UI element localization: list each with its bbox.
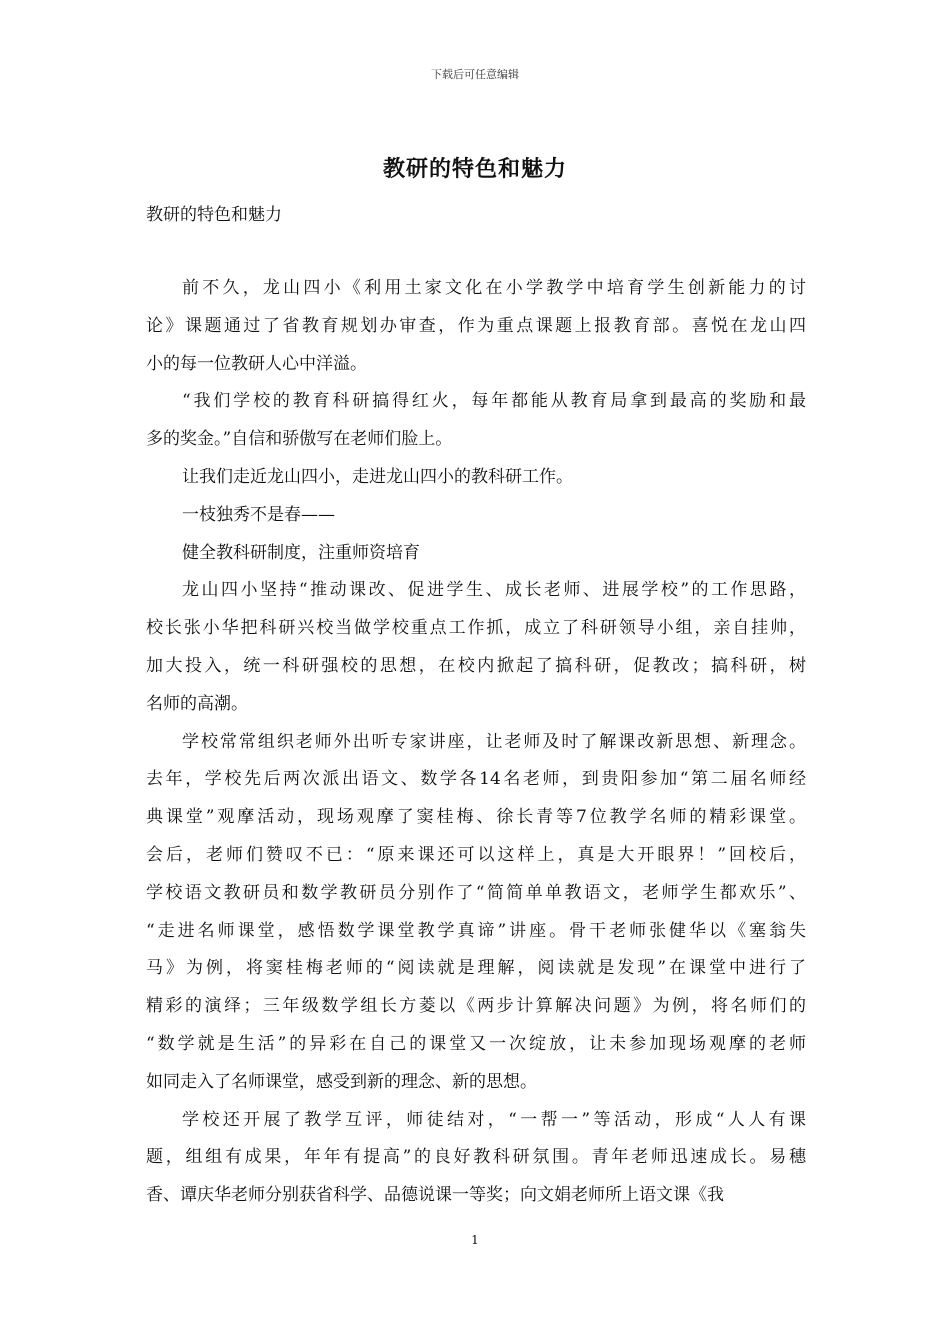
paragraph-line: 名师的高潮。 [146,693,248,714]
paragraph-line: 学校语文教研员和数学教研员分别作了“简简单单教语文，老师学生都欢乐”、 [146,882,806,903]
paragraph-line: 典课堂”观摩活动，现场观摩了窦桂梅、徐长青等7位教学名师的精彩课堂。 [146,807,806,828]
paragraph-line: 校长张小华把科研兴校当做学校重点工作抓，成立了科研领导小组，亲自挂帅， [146,618,806,639]
paragraph-line: 香、谭庆华老师分别获省科学、品德说课一等奖；向文娟老师所上语文课《我 [146,1185,724,1206]
paragraph-line: “数学就是生活”的异彩在自己的课堂又一次绽放，让未参加现场观摩的老师 [146,1033,806,1054]
paragraph-line: 学校还开展了教学互评，师徒结对，“一帮一”等活动，形成“人人有课 [182,1109,806,1130]
paragraph-line: 龙山四小坚持“推动课改、促进学生、成长老师、进展学校”的工作思路， [182,580,806,601]
paragraph-line: 学校常常组织老师外出听专家讲座，让老师及时了解课改新思想、新理念。 [182,731,806,752]
paragraph-line: 小的每一位教研人心中洋溢。 [146,353,367,374]
paragraph [146,724,806,1102]
paragraph-line: 健全教科研制度，注重师资培育 [182,542,420,563]
paragraph-line: 马》为例，将窦桂梅老师的“阅读就是理解，阅读就是发现”在课堂中进行了 [146,958,806,979]
paragraph [146,572,806,723]
document-title: 教研的特色和魅力 [382,156,567,182]
paragraph-line: 一枝独秀不是春—— [182,504,335,525]
paragraph-line: 题，组组有成果，年年有提高”的良好教科研氛围。青年老师迅速成长。易穗 [146,1147,806,1168]
paragraph-line: 多的奖金。”自信和骄傲写在老师们脸上。 [146,429,453,450]
paragraph-line: 去年，学校先后两次派出语文、数学各14名老师，到贵阳参加“第二届名师经 [146,769,806,790]
header-note: 下载后可任意编辑 [431,68,519,81]
paragraph [146,459,806,497]
paragraph [146,1102,806,1215]
paragraph-line: “我们学校的教育科研搞得红火，每年都能从教育局拿到最高的奖励和最 [182,391,806,412]
paragraph-line: 加大投入，统一科研强校的思想，在校内掀起了搞科研，促教改；搞科研，树 [146,655,806,676]
paragraph-line: 前不久，龙山四小《利用土家文化在小学教学中培育学生创新能力的讨 [182,278,806,298]
paragraph-line: 论》课题通过了省教育规划办审查，作为重点课题上报教育部。喜悦在龙山四 [146,315,806,336]
page-number: 1 [471,1233,479,1247]
paragraph-line: “走进名师课堂，感悟数学课堂教学真谛”讲座。骨干老师张健华以《塞翁失 [146,920,806,941]
paragraph [146,535,806,573]
paragraph [146,497,806,535]
paragraph [146,270,806,383]
paragraph-line: 精彩的演绎；三年级数学组长方菱以《两步计算解决问题》为例，将名师们的 [146,996,806,1017]
document-subtitle: 教研的特色和魅力 [146,205,282,225]
paragraph-line: 让我们走近龙山四小，走进龙山四小的教科研工作。 [182,466,573,487]
paragraph-line: 如同走入了名师课堂，感受到新的理念、新的思想。 [146,1071,537,1092]
document-body [146,270,806,1215]
paragraph-line: 会后，老师们赞叹不已：“原来课还可以这样上，真是大开眼界！”回校后， [146,844,806,865]
paragraph [146,383,806,459]
